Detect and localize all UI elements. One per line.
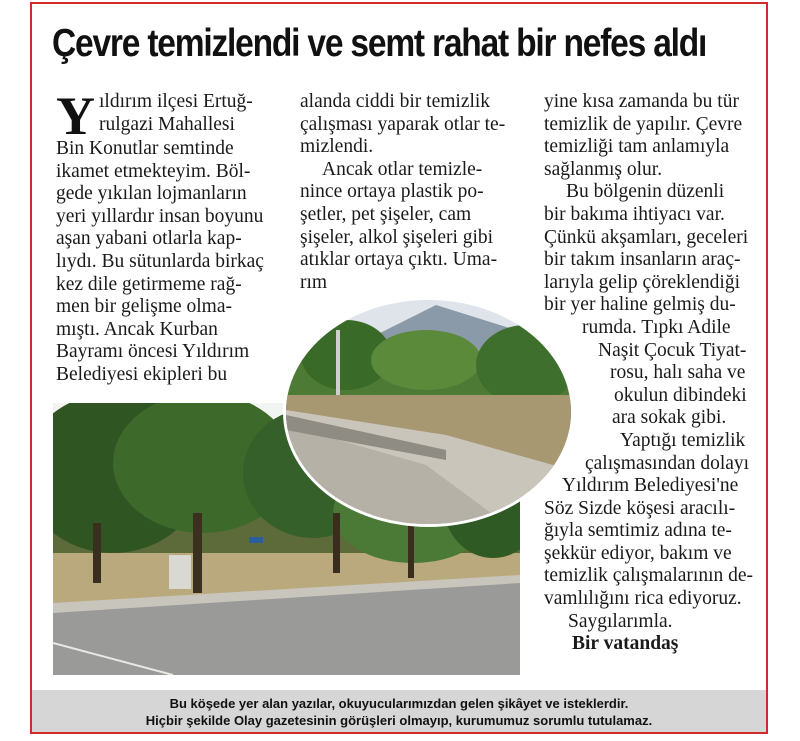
text-line: bir takım insanların araç- xyxy=(544,249,741,271)
text-line: Ancak otlar temizle- xyxy=(322,158,483,180)
text-line: vamlılığını rica ediyoruz. xyxy=(544,588,742,610)
text-line: men bir gelişme olma- xyxy=(56,296,232,318)
text-line: mıştı. Ancak Kurban xyxy=(56,318,218,340)
text-line: ğıyla semtimiz adına te- xyxy=(544,520,732,542)
text-line: rulgazi Mahallesi xyxy=(99,113,235,135)
text-line: şetler, pet şişeler, cam xyxy=(300,203,472,225)
cleaned-area-photo xyxy=(283,297,574,527)
text-line: Yaptığı temizlik xyxy=(620,429,746,451)
text-line: aşan yabani otlarla kap- xyxy=(56,228,242,250)
signature: Bir vatandaş xyxy=(572,633,679,655)
text-line: gede yıkılan lojmanların xyxy=(56,183,247,205)
text-line: yeri yıllardır insan boyunu xyxy=(56,205,264,227)
text-line: larıyla gelip çöreklendiği xyxy=(544,271,741,293)
column-3 xyxy=(544,91,768,656)
text-line: çalışması yaparak otlar te- xyxy=(300,113,506,135)
text-line: rumda. Tıpkı Adile xyxy=(582,316,731,338)
text-line: nince ortaya plastik po- xyxy=(300,181,484,203)
text-line: lıydı. Bu sütunlarda birkaç xyxy=(56,250,264,272)
text-line: bir bakıma ihtiyacı var. xyxy=(544,203,725,225)
text-line: alanda ciddi bir temizlik xyxy=(300,91,491,112)
text-line: okulun dibindeki xyxy=(614,384,747,406)
text-line: ikamet etmekteyim. Böl- xyxy=(56,160,251,182)
text-line: temizlik de yapılır. Çevre xyxy=(544,113,743,135)
cleaned-area-illustration xyxy=(286,300,571,524)
drop-cap: Y xyxy=(56,86,95,146)
text-line: kez dile getirmeme rağ- xyxy=(56,273,242,295)
text-line: Belediyesi ekipleri bu xyxy=(56,363,228,385)
text-line: rosu, halı saha ve xyxy=(610,362,746,384)
headline: Çevre temizlendi ve semt rahat bir nefes aldı xyxy=(52,22,707,65)
text-line: temizliği tam anlamıyla xyxy=(544,136,730,158)
text-line: sağlanmış olur. xyxy=(544,158,663,180)
text-line: çalışmasından dolayı xyxy=(585,452,750,474)
text-line: temizlik çalışmalarının de- xyxy=(544,565,754,587)
disclaimer-footer xyxy=(32,690,766,732)
text-line: Naşit Çocuk Tiyat- xyxy=(598,339,747,361)
text-line: bir yer haline gelmiş du- xyxy=(544,294,736,316)
column-2 xyxy=(300,91,530,294)
text-line: Bin Konutlar semtinde xyxy=(56,138,234,159)
text-line: ıldırım ilçesi Ertuğ- xyxy=(99,91,253,112)
text-line: yine kısa zamanda bu tür xyxy=(544,91,739,112)
text-line: şekkür ediyor, bakım ve xyxy=(544,542,732,564)
disclaimer-line-1: Bu köşede yer alan yazılar, okuyucularımızdan gelen şikâyet ve isteklerdir. xyxy=(169,696,629,711)
text-line: atıklar ortaya çıktı. Uma- xyxy=(300,249,498,271)
text-line: Bu bölgenin düzenli xyxy=(566,181,725,203)
text-line: Çünkü akşamları, geceleri xyxy=(544,226,749,248)
text-line: ara sokak gibi. xyxy=(612,407,727,429)
text-line: rım xyxy=(300,271,328,293)
column-1 xyxy=(56,86,284,387)
text-line: Söz Sizde köşesi aracılı- xyxy=(544,497,736,519)
text-line: mizlendi. xyxy=(300,136,374,158)
text-line: Yıldırım Belediyesi'ne xyxy=(562,475,739,497)
disclaimer-line-2: Hiçbir şekilde Olay gazetesinin görüşleri olmayıp, kurumumuz sorumlu tutulamaz. xyxy=(145,713,653,728)
closing-line: Saygılarımla. xyxy=(568,610,673,632)
text-line: şişeler, alkol şişeleri gibi xyxy=(300,226,494,248)
text-line: Bayramı öncesi Yıldırım xyxy=(56,341,250,363)
